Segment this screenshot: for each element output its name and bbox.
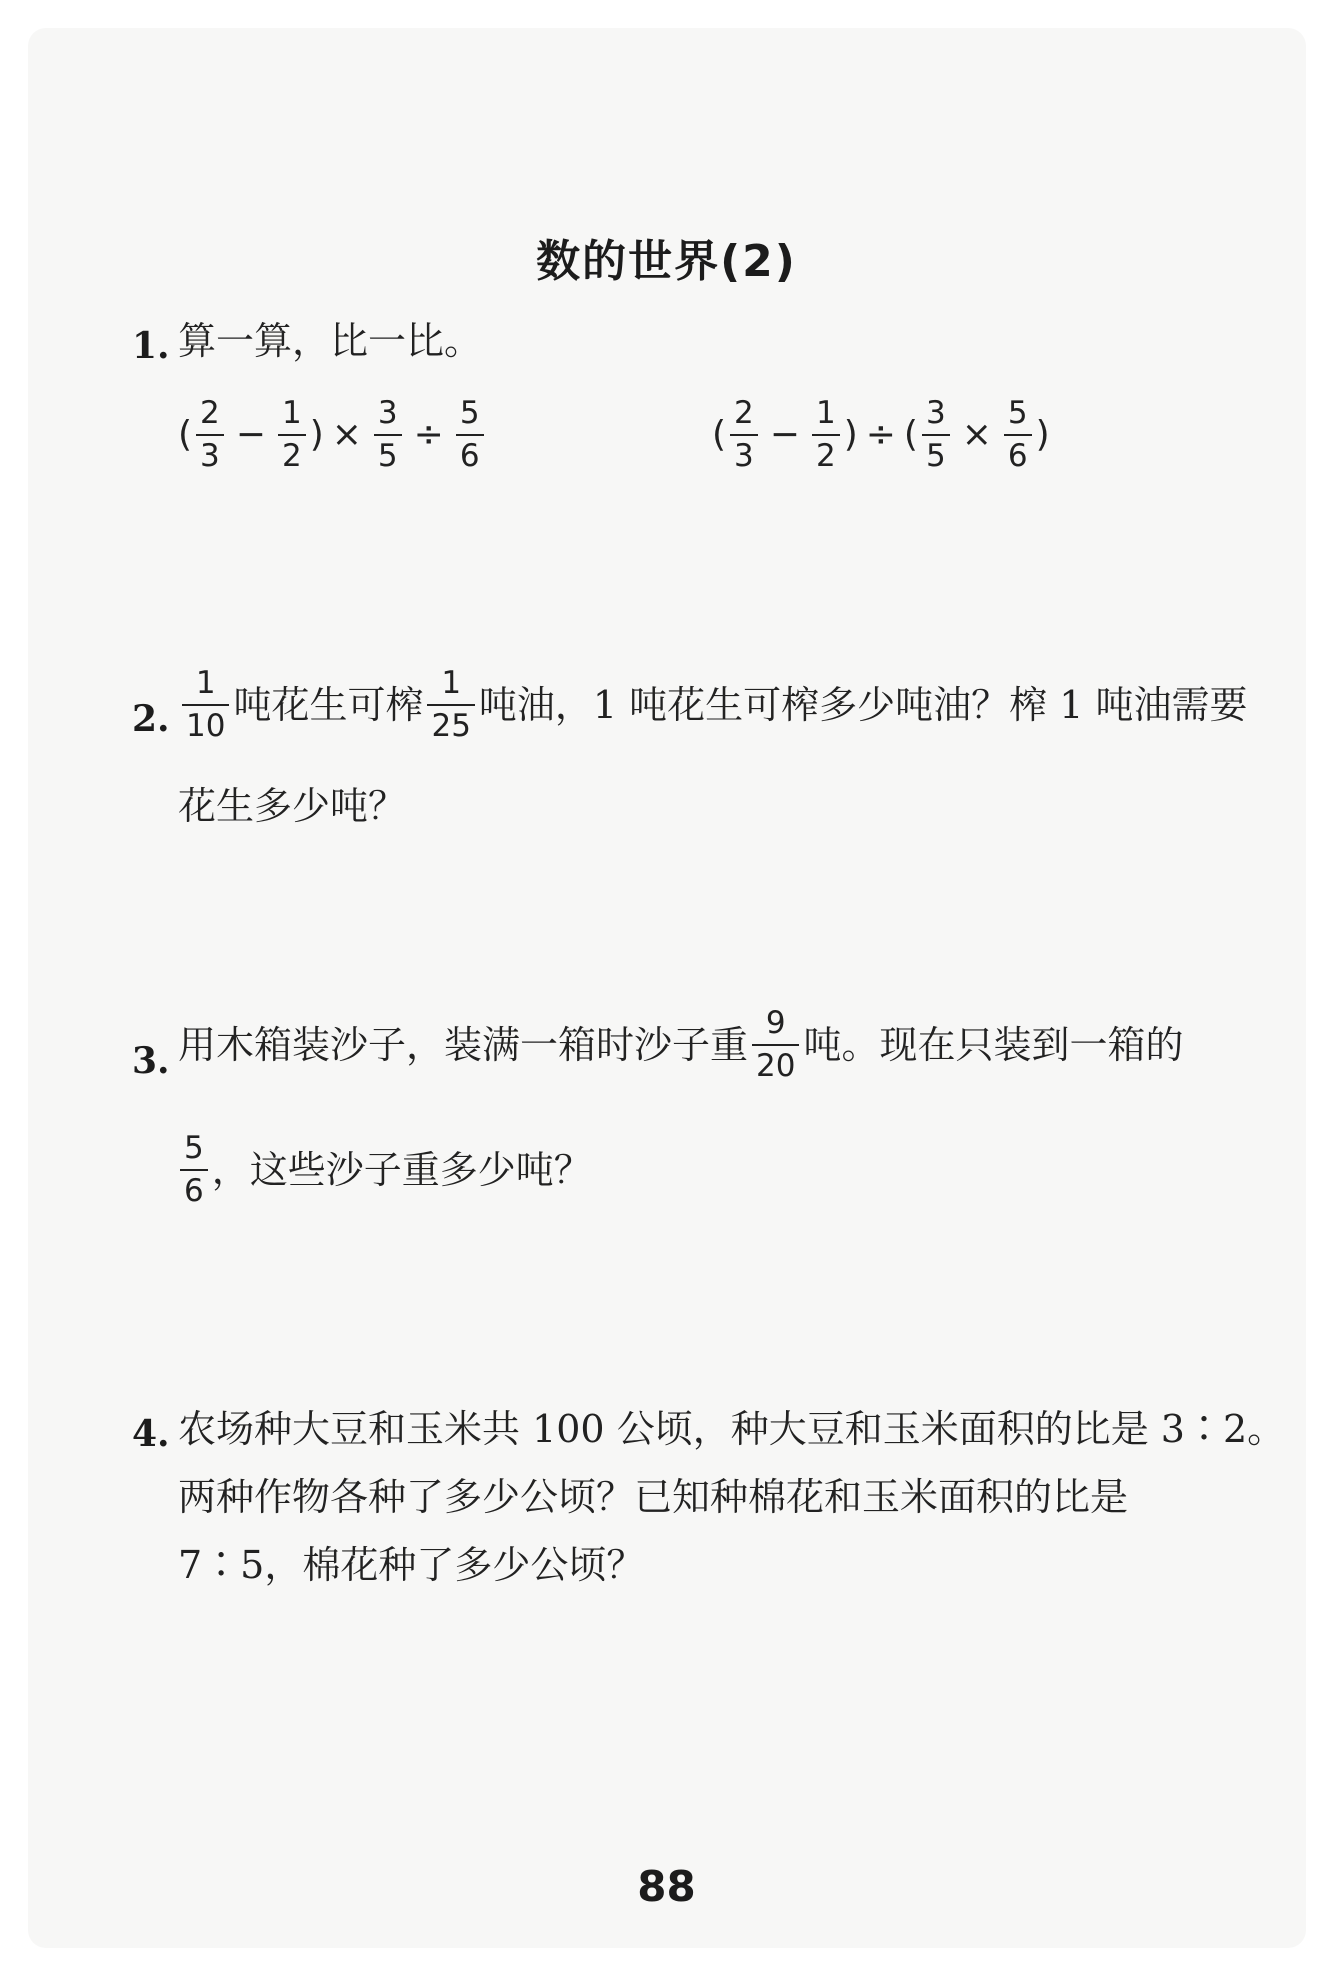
divide-sign: ÷ xyxy=(413,414,444,455)
right-paren: ) xyxy=(309,414,324,455)
left-paren: ( xyxy=(712,414,727,455)
question-4-line-3: 7∶5，棉花种了多少公顷？ xyxy=(178,1543,645,1587)
right-paren: ) xyxy=(1035,414,1050,455)
question-3-number: 3. xyxy=(132,1040,170,1082)
fraction: $\frac{2}{3}$ xyxy=(196,398,224,472)
question-3-line-1 xyxy=(178,1005,1184,1084)
question-3-line-2 xyxy=(176,1130,592,1209)
fraction: $\frac{5}{6}$ xyxy=(456,398,484,472)
question-1-expression-2 xyxy=(712,395,1050,474)
left-paren: ( xyxy=(903,414,918,455)
times-sign: × xyxy=(331,414,362,455)
question-2-line-2: 花生多少吨？ xyxy=(178,784,407,828)
fraction: $\frac{3}{5}$ xyxy=(374,398,402,472)
page-title: 数的世界(2) xyxy=(536,236,797,287)
page-number: 88 xyxy=(637,1862,696,1911)
question-2-text-a: 吨花生可榨 xyxy=(233,683,424,727)
minus-sign: − xyxy=(769,414,800,455)
question-3-text-b: 吨。现在只装到一箱的 xyxy=(803,1023,1184,1067)
fraction: $\frac{5}{6}$ xyxy=(1004,398,1032,472)
question-4-number: 4. xyxy=(132,1413,170,1455)
fraction: $\frac{1}{10}$ xyxy=(182,668,229,742)
fraction: $\frac{9}{20}$ xyxy=(752,1008,799,1082)
fraction: $\frac{3}{5}$ xyxy=(922,398,950,472)
fraction: $\frac{1}{25}$ xyxy=(427,668,474,742)
question-4-line-1: 农场种大豆和玉米共 100 公顷，种大豆和玉米面积的比是 3∶2。 xyxy=(178,1407,1286,1451)
question-4-line-2: 两种作物各种了多少公顷？已知种棉花和玉米面积的比是 xyxy=(178,1475,1129,1519)
question-1-text: 算一算，比一比。 xyxy=(178,319,483,363)
question-2-text-b: 吨油，1 吨花生可榨多少吨油？榨 1 吨油需要 xyxy=(478,683,1248,727)
fraction: $\frac{1}{2}$ xyxy=(812,398,840,472)
question-1-number: 1. xyxy=(132,325,170,367)
question-3-text-a: 用木箱装沙子，装满一箱时沙子重 xyxy=(178,1023,749,1067)
times-sign: × xyxy=(961,414,992,455)
question-2-line-1 xyxy=(178,665,1248,744)
divide-sign: ÷ xyxy=(865,414,896,455)
question-1-expression-1 xyxy=(178,395,488,474)
fraction: $\frac{2}{3}$ xyxy=(730,398,758,472)
left-paren: ( xyxy=(178,414,193,455)
right-paren: ) xyxy=(843,414,858,455)
fraction: $\frac{1}{2}$ xyxy=(278,398,306,472)
question-2-number: 2. xyxy=(132,698,170,740)
page-background xyxy=(28,28,1306,1948)
fraction: $\frac{5}{6}$ xyxy=(180,1133,208,1207)
minus-sign: − xyxy=(235,414,266,455)
question-3-text-c: ，这些沙子重多少吨？ xyxy=(211,1148,592,1192)
